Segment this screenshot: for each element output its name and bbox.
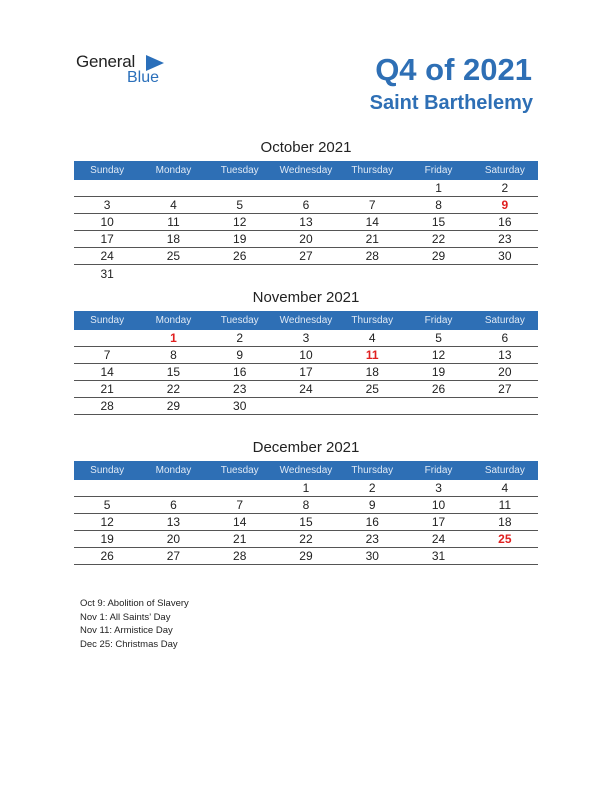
date-cell: 7 xyxy=(103,348,111,362)
holiday-date-cell: 25 xyxy=(498,532,512,546)
date-cell: 8 xyxy=(170,348,177,362)
date-cell: 9 xyxy=(236,348,244,362)
date-cell: 13 xyxy=(498,348,512,362)
date-cell: 4 xyxy=(170,198,177,212)
page-title: Q4 of 2021 xyxy=(375,52,532,87)
week-row xyxy=(74,248,538,265)
logo-blue-text: Blue xyxy=(127,69,160,86)
week-row xyxy=(74,180,538,197)
weekday-label: Monday xyxy=(155,165,192,176)
weekday-label: Monday xyxy=(155,315,192,326)
date-cell: 24 xyxy=(431,532,446,546)
date-cell: 29 xyxy=(299,549,313,563)
weekday-label: Thursday xyxy=(351,465,394,476)
week-row xyxy=(74,514,538,531)
date-cell: 26 xyxy=(100,549,114,563)
date-cell: 24 xyxy=(100,249,114,263)
date-cell: 26 xyxy=(233,249,247,263)
holiday-date-cell: 1 xyxy=(170,331,177,345)
date-cell: 9 xyxy=(368,498,376,512)
date-cell: 14 xyxy=(365,215,379,229)
weekday-label: Saturday xyxy=(484,315,525,326)
date-cell: 17 xyxy=(100,232,114,246)
date-cell: 11 xyxy=(167,215,180,229)
date-cell: 27 xyxy=(498,382,512,396)
date-cell: 18 xyxy=(498,515,512,529)
date-cell: 2 xyxy=(368,481,376,495)
date-cell: 13 xyxy=(166,515,181,529)
date-cell: 28 xyxy=(100,399,114,413)
date-cell: 22 xyxy=(166,382,181,396)
date-cell: 3 xyxy=(302,331,310,345)
weekday-label: Thursday xyxy=(351,165,394,176)
date-cell: 29 xyxy=(166,399,181,413)
date-cell: 15 xyxy=(431,215,446,229)
date-cell: 21 xyxy=(100,382,114,396)
date-cell: 19 xyxy=(233,232,247,246)
date-cell: 30 xyxy=(233,399,247,413)
weekday-label: Saturday xyxy=(484,465,525,476)
weekday-label: Tuesday xyxy=(220,465,259,476)
date-cell: 5 xyxy=(236,198,244,212)
date-cell: 27 xyxy=(166,549,181,563)
weekday-label: Wednesday xyxy=(279,315,333,326)
date-cell: 4 xyxy=(501,481,509,495)
weekday-label: Monday xyxy=(155,465,192,476)
date-cell: 15 xyxy=(299,515,313,529)
date-cell: 6 xyxy=(501,331,509,345)
weekday-header xyxy=(74,161,538,180)
date-cell: 25 xyxy=(365,382,379,396)
month-title: October 2021 xyxy=(260,139,352,156)
date-cell: 14 xyxy=(100,365,114,379)
date-cell: 18 xyxy=(166,232,181,246)
date-cell: 13 xyxy=(299,215,313,229)
date-cell: 25 xyxy=(166,249,181,263)
date-cell: 3 xyxy=(103,198,111,212)
week-row xyxy=(74,497,538,514)
holiday-notes xyxy=(80,597,189,651)
date-cell: 1 xyxy=(435,181,442,195)
month-november xyxy=(74,289,538,415)
date-cell: 17 xyxy=(299,365,313,379)
week-row xyxy=(74,214,538,231)
date-cell: 10 xyxy=(299,348,313,362)
date-cell: 28 xyxy=(233,549,247,563)
week-row xyxy=(74,347,538,364)
week-row xyxy=(74,548,538,565)
logo xyxy=(76,52,176,88)
date-cell: 20 xyxy=(166,532,181,546)
weekday-label: Wednesday xyxy=(279,465,333,476)
weekday-label: Friday xyxy=(424,465,453,476)
week-row xyxy=(74,398,538,415)
weekday-label: Friday xyxy=(424,315,453,326)
date-cell: 22 xyxy=(431,232,446,246)
date-cell: 30 xyxy=(498,249,512,263)
date-cell: 8 xyxy=(302,498,310,512)
date-cell: 1 xyxy=(302,481,310,495)
date-cell: 11 xyxy=(498,498,512,512)
month-december xyxy=(74,439,538,565)
week-row xyxy=(74,265,538,282)
date-cell: 16 xyxy=(498,215,512,229)
holiday-date-cell: 11 xyxy=(365,348,379,362)
date-cell: 27 xyxy=(299,249,313,263)
date-cell: 23 xyxy=(498,232,512,246)
week-row xyxy=(74,330,538,347)
date-cell: 19 xyxy=(100,532,114,546)
weekday-label: Sunday xyxy=(90,315,125,326)
date-cell: 10 xyxy=(431,498,446,512)
date-cell: 31 xyxy=(431,549,446,563)
month-october xyxy=(74,139,538,282)
date-cell: 30 xyxy=(365,549,379,563)
date-cell: 20 xyxy=(498,365,512,379)
weekday-header xyxy=(74,461,538,480)
week-row xyxy=(74,381,538,398)
weekday-label: Sunday xyxy=(90,165,125,176)
date-cell: 24 xyxy=(299,382,313,396)
weekday-label: Wednesday xyxy=(279,165,333,176)
date-cell: 26 xyxy=(431,382,446,396)
date-cell: 2 xyxy=(501,181,509,195)
week-row xyxy=(74,197,538,214)
weekday-label: Saturday xyxy=(484,165,525,176)
weekday-label: Tuesday xyxy=(220,165,259,176)
date-cell: 19 xyxy=(431,365,446,379)
date-cell: 5 xyxy=(435,331,442,345)
date-cell: 5 xyxy=(103,498,111,512)
date-cell: 16 xyxy=(365,515,379,529)
date-cell: 23 xyxy=(233,382,247,396)
date-cell: 12 xyxy=(100,515,114,529)
holiday-note: Oct 9: Abolition of Slavery xyxy=(80,598,189,609)
weekday-label: Friday xyxy=(424,165,453,176)
date-cell: 31 xyxy=(100,266,114,281)
holiday-note: Dec 25: Christmas Day xyxy=(80,638,178,650)
date-cell: 10 xyxy=(100,215,114,229)
week-row xyxy=(74,480,538,497)
week-row xyxy=(74,531,538,548)
date-cell: 2 xyxy=(236,331,244,345)
week-row xyxy=(74,231,538,248)
date-cell: 29 xyxy=(431,249,446,263)
date-cell: 23 xyxy=(365,532,379,546)
date-cell: 4 xyxy=(368,331,376,345)
date-cell: 22 xyxy=(299,532,313,546)
weekday-label: Thursday xyxy=(351,315,394,326)
date-cell: 7 xyxy=(368,198,376,212)
month-title: November 2021 xyxy=(252,289,360,306)
holiday-note: Nov 11: Armistice Day xyxy=(80,625,173,636)
date-cell: 17 xyxy=(431,515,446,529)
date-cell: 21 xyxy=(233,532,247,546)
date-cell: 8 xyxy=(435,198,442,212)
logo-general-text: General xyxy=(76,52,136,71)
date-cell: 14 xyxy=(233,515,247,529)
weekday-label: Sunday xyxy=(90,465,125,476)
week-row xyxy=(74,364,538,381)
date-cell: 18 xyxy=(365,365,379,379)
date-cell: 12 xyxy=(233,215,247,229)
date-cell: 6 xyxy=(170,498,177,512)
date-cell: 6 xyxy=(302,198,310,212)
holiday-note: Nov 1: All Saints’ Day xyxy=(80,611,171,623)
date-cell: 28 xyxy=(365,249,379,263)
date-cell: 20 xyxy=(299,232,313,246)
holiday-date-cell: 9 xyxy=(501,198,509,212)
date-cell: 3 xyxy=(435,481,442,495)
date-cell: 12 xyxy=(431,348,446,362)
country-title: Saint Barthelemy xyxy=(369,92,533,114)
date-cell: 7 xyxy=(236,498,244,512)
weekday-label: Tuesday xyxy=(220,315,259,326)
date-cell: 16 xyxy=(233,365,247,379)
date-cell: 15 xyxy=(166,365,181,379)
weekday-header xyxy=(74,311,538,330)
month-title: December 2021 xyxy=(252,439,360,456)
date-cell: 21 xyxy=(365,232,379,246)
